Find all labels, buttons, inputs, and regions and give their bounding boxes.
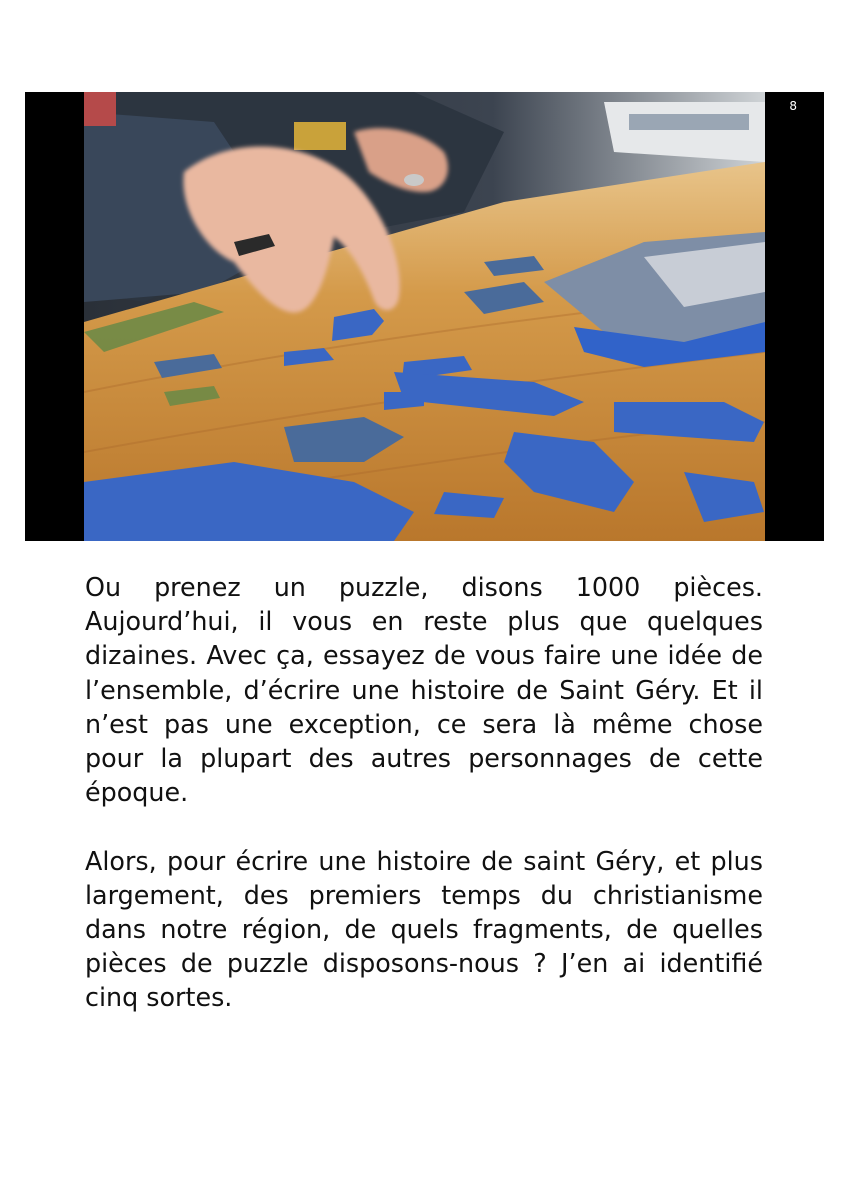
- paragraph-2: Alors, pour écrire une histoire de saint Géry, et plus largement, des premiers temps du christianisme dans notre région, de quels fragments, de quelles pièces de puzzle disposons-nous ? J’en ai identifié cinq sortes.: [85, 845, 763, 1013]
- photo-frame: [25, 92, 824, 541]
- paragraph-1: Ou prenez un puzzle, disons 1000 pièces. Aujourd’hui, il vous en reste plus que quelques dizaines. Avec ça, essayez de vous faire une idée de l’ensemble, d’écrire une histoire de Saint Géry. Et il n’est pas une exception, ce sera là même chose pour la plupart des autres personnages de cette époque.: [85, 572, 763, 808]
- body-text: [85, 570, 763, 1049]
- puzzle-photo: [84, 92, 765, 541]
- page-number: 8: [789, 99, 797, 113]
